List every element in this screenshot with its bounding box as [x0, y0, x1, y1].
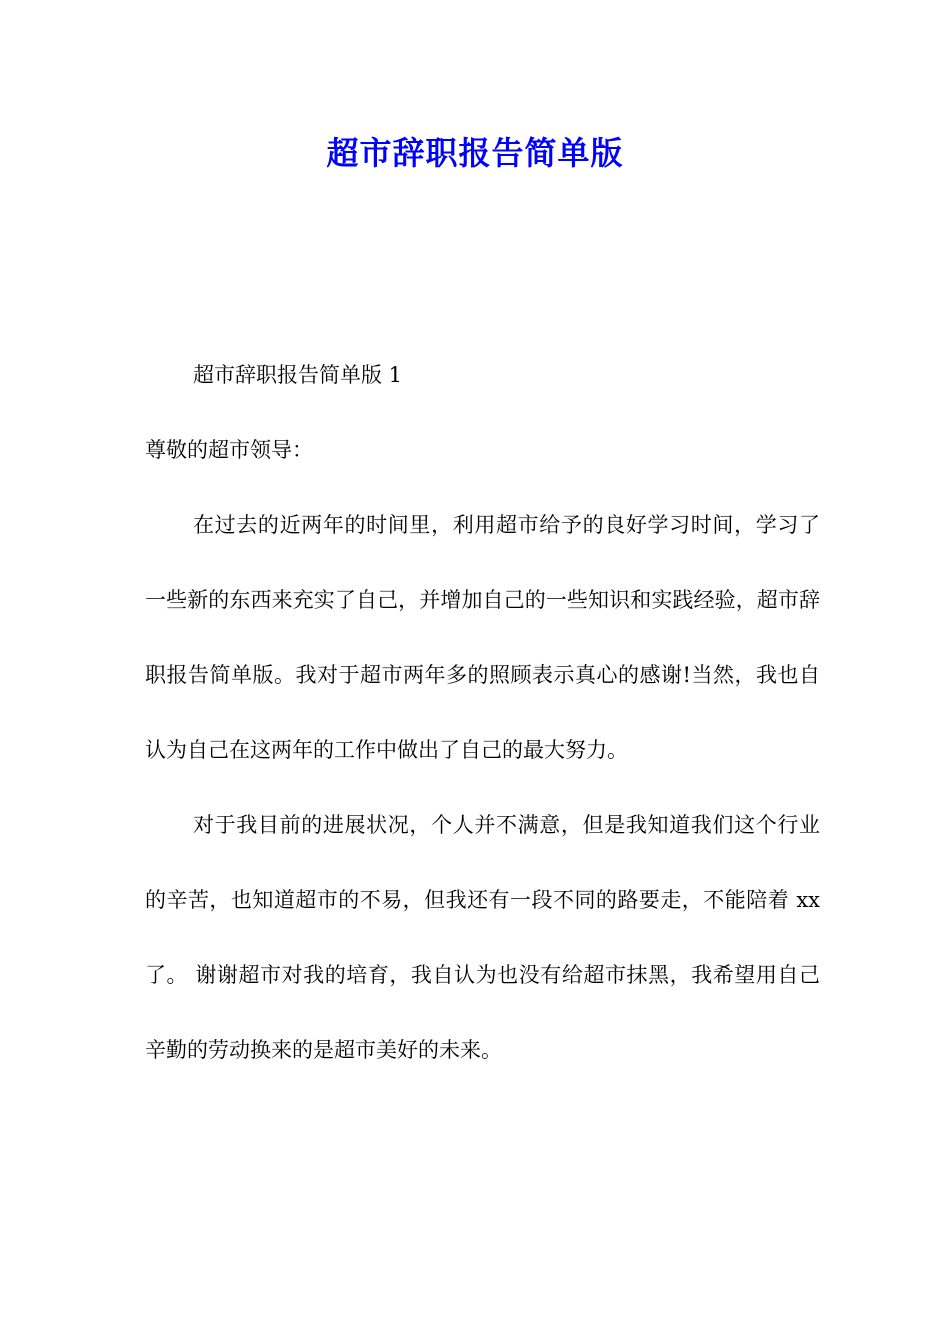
- document-body: [145, 338, 820, 1088]
- section-heading: 超市辞职报告简单版 1: [193, 363, 403, 387]
- body-paragraph-2: 对于我目前的进展状况，个人并不满意，但是我知道我们这个行业的辛苦，也知道超市的不易，但我还有一段不同的路要走，不能陪着 xx 了。 谢谢超市对我的培育，我自认为也没有给超市抹黑，我希望用自己辛勤的劳动换来的是超市美好的未来。: [145, 813, 820, 1062]
- body-paragraph-1: 在过去的近两年的时间里，利用超市给予的良好学习时间，学习了一些新的东西来充实了自己，并增加自己的一些知识和实践经验，超市辞职报告简单版。我对于超市两年多的照顾表示真心的感谢!当然，我也自认为自己在这两年的工作中做出了自己的最大努力。: [145, 513, 820, 762]
- document-title: 超市辞职报告简单版: [326, 134, 624, 172]
- salutation: 尊敬的超市领导：: [145, 438, 313, 462]
